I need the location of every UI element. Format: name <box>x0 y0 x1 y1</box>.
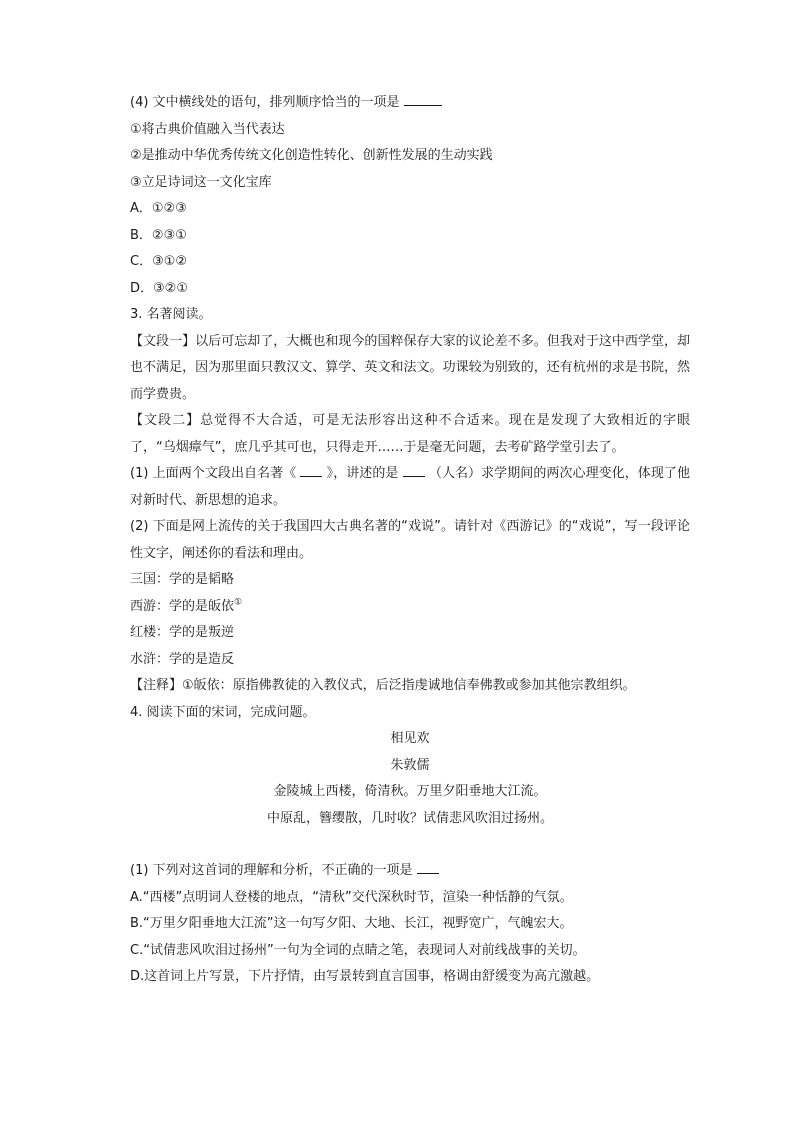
sentence-item: ②是推动中华优秀传统文化创造性转化、创新性发展的生动实践 <box>130 148 493 163</box>
poem-author: 朱敦儒 <box>390 757 430 773</box>
question-3-sub-2: (2) 下面是网上流传的关于我国四大古典名著的“戏说”。请针对《西游记》的“戏说”，写一段评论性文字，阐述你的看法和理由。 <box>130 519 690 561</box>
answer-blank[interactable] <box>404 91 442 106</box>
spacer <box>130 832 690 858</box>
option-b: B．②③① <box>130 227 187 243</box>
joke-line: 三国：学的是韬略 <box>130 572 235 587</box>
question-4-sub-stem: (4) 文中横线处的语句，排列顺序恰当的一项是 <box>130 95 400 110</box>
person-name-blank[interactable] <box>403 462 425 477</box>
annotation-note: 【注释】①皈依：原指佛教徒的入教仪式，后泛指虔诚地信奉佛教或参加其他宗教组织。 <box>130 678 636 693</box>
poem-line: 中原乱，簪缨散，几时收？试倩悲风吹泪过扬州。 <box>266 810 553 826</box>
option-d: D．③②① <box>130 280 188 296</box>
sentence-item: ①将古典价值融入当代表达 <box>130 121 285 137</box>
joke-line: 水浒：学的是造反 <box>130 651 235 667</box>
sentence-item: ③立足诗词这一文化宝库 <box>130 174 272 190</box>
excerpt-one: 【文段一】以后可忘却了，大概也和现今的国粹保存大家的议论差不多。但我对于这中西学堂，却也不满足，因为那里面只教汉文、算学、英文和法文。功课较为别致的，还有杭州的求是书院，然而学费贵。 <box>130 333 690 402</box>
question-3-title: 3. 名著阅读。 <box>130 307 212 322</box>
option-b: B.“万里夕阳垂地大江流”这一句写夕阳、大地、长江，视野宽广，气魄宏大。 <box>130 916 573 931</box>
option-a: A.“西楼”点明词人登楼的地点，“清秋”交代深秋时节，渲染一种恬静的气氛。 <box>130 889 573 905</box>
option-a: A．①②③ <box>130 201 187 216</box>
excerpt-two: 【文段二】总觉得不大合适，可是无法形容出这种不合适来。现在是发现了大致相近的字眼了，“乌烟瘴气”，庶几乎其可也，只得走开……于是毫无问题，去考矿路学堂引去了。 <box>130 413 690 455</box>
question-4-sub-1: (1) 下列对这首词的理解和分析，不正确的一项是 <box>130 858 690 885</box>
question-3-sub-1: (1) 上面两个文段出自名著《 》，讲述的是 （人名）求学期间的两次心理变化，体现了他对新时代、新思想的追求。 <box>130 461 690 514</box>
option-c: C．③①② <box>130 254 188 269</box>
question-stem <box>130 90 690 117</box>
answer-blank[interactable] <box>417 859 439 874</box>
joke-line: 红楼：学的是叛逆 <box>130 625 235 640</box>
document-page <box>130 90 690 991</box>
poem-line: 金陵城上西楼，倚清秋。万里夕阳垂地大江流。 <box>273 784 547 799</box>
joke-line: 西游：学的是皈依① <box>130 597 243 614</box>
book-title-blank[interactable] <box>300 462 322 477</box>
question-4-title: 4. 阅读下面的宋词，完成问题。 <box>130 704 316 720</box>
footnote-marker: ① <box>234 597 243 608</box>
option-d: D.这首词上片写景，下片抒情，由写景转到直言国事，格调由舒缓变为高亢激越。 <box>130 969 600 984</box>
option-c: C.“试倩悲风吹泪过扬州”一句为全词的点睛之笔，表现词人对前线战事的关切。 <box>130 942 586 958</box>
poem-title: 相见欢 <box>390 731 430 746</box>
